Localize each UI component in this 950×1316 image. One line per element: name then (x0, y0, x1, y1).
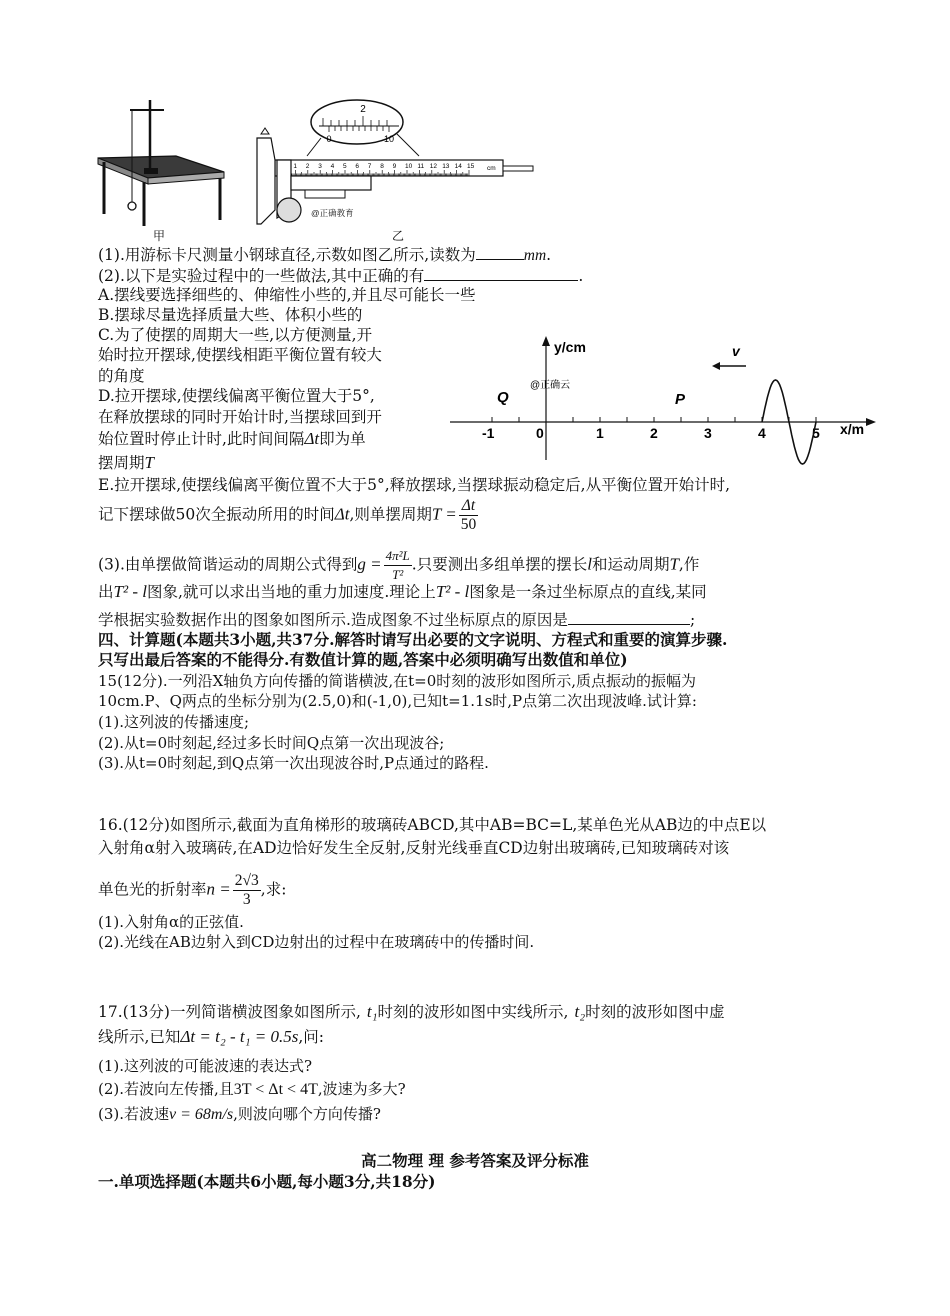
fraction-numerator: 2√3 (234, 872, 259, 889)
q17-text: ,则波向哪个方向传播? (233, 1105, 381, 1123)
caliper-scale-label: 15 (467, 163, 475, 170)
x-tick-label: -1 (482, 425, 495, 441)
fraction-denominator: 50 (460, 516, 477, 533)
delta-t: Δt (334, 504, 350, 524)
caliper-scale-label: 1 (293, 163, 298, 170)
q14-part2-text: (2).以下是实验过程中的一些做法,其中正确的有 (98, 267, 425, 285)
period-t: T (669, 554, 679, 574)
t2-l-graph: T² - l (113, 582, 147, 601)
magnifier-label: 2 (360, 104, 366, 115)
t2-l-graph: T² - l (435, 582, 470, 601)
option-d-text: 始位置时停止计时,此时间间隔 (98, 430, 305, 448)
option-c-line3: 的角度 (98, 367, 145, 385)
fraction-denominator: 3 (242, 891, 251, 908)
caliper-unit: cm (487, 165, 496, 172)
velocity-label: v (732, 343, 740, 359)
option-c-line2: 始时拉开摆球,使摆线相距平衡位置有较大 (98, 346, 382, 364)
option-e-line1: E.拉开摆球,使摆线偏离平衡位置不大于5°,释放摆球,当摆球振动稳定后,从平衡位置开始计时, (98, 476, 730, 494)
n-fraction (233, 872, 261, 909)
x-axis-label: x/m (840, 421, 865, 437)
q14-part3-text: (3).由单摆做简谐运动的周期公式得到 (98, 555, 358, 574)
caliper-scale-label: 2 (305, 163, 310, 170)
answers-section1: 一.单项选择题(本题共6小题,每小题3分,共18分) (98, 1172, 436, 1191)
q17-line1 (98, 1002, 725, 1022)
x-tick-label: 1 (596, 425, 604, 441)
q17-text: ,问: (298, 1028, 325, 1046)
q14-part3-text: 图象,就可以求出当地的重力加速度.理论上 (146, 583, 436, 601)
magnifier-label: 0 (326, 134, 332, 144)
period-condition: 3T < Δt < 4T (233, 1081, 318, 1098)
option-d-line4 (98, 453, 154, 473)
fraction-numerator: 4π²L (384, 547, 412, 566)
q14-part1-unit: mm (523, 247, 547, 264)
g-fraction (384, 547, 412, 584)
delta-t: Δt (304, 429, 320, 448)
answer-blank[interactable] (476, 244, 524, 260)
caliper-scale-label: 3 (318, 163, 322, 170)
caliper-scale-label: 10 (405, 163, 413, 170)
wave-figure (450, 336, 880, 466)
caliper-scale-label: 13 (442, 163, 450, 170)
q14-part1-end: . (546, 246, 552, 264)
answer-blank[interactable] (568, 609, 690, 625)
option-d-text: 即为单 (319, 430, 366, 448)
q15-sub3: (3).从t=0时刻起,到Q点第一次出现波谷时,P点通过的路程. (98, 754, 489, 772)
q17-text: 时刻的波形如图中虚 (585, 1003, 725, 1021)
q14-part3-text: 和运动周期 (591, 555, 670, 574)
q17-text: (2).若波向左传播,且 (98, 1080, 234, 1098)
q16-text: ,求: (260, 880, 287, 899)
q14-part2-end: . (578, 267, 584, 285)
q17-line2 (98, 1027, 324, 1047)
vernier-caliper-figure (247, 98, 547, 230)
q17-text: 17.(13分)一列简谐横波图象如图所示, (98, 1003, 361, 1021)
caliper-scale-label: 8 (380, 163, 384, 170)
figure-jia-label: 甲 (153, 229, 166, 243)
option-d-text: 摆周期 (98, 454, 145, 472)
figure-yi-label: 乙 (392, 229, 405, 243)
option-d-line3 (98, 429, 366, 449)
caliper-scale-label: 7 (367, 163, 372, 170)
caliper-scale-label: 11 (417, 163, 425, 170)
q17-text: ,波速为多大? (317, 1080, 406, 1098)
n-eq: n = (206, 879, 231, 899)
q17-text: (3).若波速 (98, 1105, 170, 1123)
option-b: B.摆球尽量选择质量大些、体积小些的 (98, 306, 363, 324)
q14-part3-line1 (98, 547, 699, 584)
q14-part3-text: 出 (98, 583, 114, 601)
section4-heading-1: 四、计算题(本题共3小题,共37分.解答时请写出必要的文字说明、方程式和重要的演算步骤. (98, 630, 728, 649)
x-tick-label: 2 (650, 425, 658, 441)
option-e-text: 记下摆球做50次全振动所用的时间 (98, 505, 335, 524)
q14-part3-end: ; (689, 611, 696, 629)
q15-line1: 15(12分).一列沿X轴负方向传播的简谐横波,在t=0时刻的波形如图所示,质点振动的振幅为 (98, 672, 697, 690)
period-eq: T = (431, 504, 457, 524)
option-d-line1: D.拉开摆球,使摆线偏离平衡位置大于5°, (98, 387, 375, 405)
q17-sub3 (98, 1104, 381, 1125)
q15-sub1: (1).这列波的传播速度; (98, 713, 250, 731)
q17-text: 线所示,已知 (98, 1028, 181, 1046)
caliper-scale-label: 5 (343, 163, 347, 170)
point-p-label: P (675, 391, 686, 408)
x-tick-label: 3 (704, 425, 712, 441)
q14-part1-text: (1).用游标卡尺测量小钢球直径,示数如图乙所示,读数为 (98, 246, 476, 264)
q14-part1 (98, 244, 551, 266)
caliper-scale-label: 4 (330, 163, 335, 170)
q16-line2: 入射角α射入玻璃砖,在AD边恰好发生全反射,反射光线垂直CD边射出玻璃砖,已知玻璃砖对该 (98, 839, 730, 857)
q15-line2: 10cm.P、Q两点的坐标分别为(2.5,0)和(-1,0),已知t=1.1s时,P点第二次出现波峰.试计算: (98, 692, 697, 710)
fraction-denominator: T² (392, 567, 404, 582)
q14-part3-text: .只要测出多组单摆的摆长 (411, 555, 588, 574)
period-fraction (459, 497, 479, 534)
figure-yi-watermark: @正确教育 (311, 208, 354, 218)
q14-part3-line2 (98, 582, 707, 602)
q14-part3-line3 (98, 609, 695, 630)
period-t: T (144, 453, 154, 472)
fraction-numerator: Δt (459, 497, 479, 516)
origin-label: 0 (536, 425, 544, 441)
caliper-scale-label: 14 (454, 163, 462, 170)
q16-sub1: (1).入射角α的正弦值. (98, 913, 244, 931)
g-eq: g = (357, 554, 382, 574)
q14-part2 (98, 265, 583, 286)
option-c-line1: C.为了使摆的周期大一些,以方便测量,开 (98, 326, 373, 344)
section4-heading-2: 只写出最后答案的不能得分.有数值计算的题,答案中必须明确写出数值和单位) (98, 650, 628, 669)
t2: t₂ (574, 1002, 586, 1021)
option-d-line2: 在释放摆球的同时开始计时,当摆球回到开 (98, 408, 382, 426)
caliper-scale-label: 6 (355, 163, 360, 170)
t1: t₁ (366, 1002, 378, 1021)
q14-part3-text: ,作 (678, 555, 700, 574)
q17-text: 时刻的波形如图中实线所示, (377, 1003, 569, 1021)
option-e-text: ,则单摆周期 (349, 505, 432, 524)
q17-sub2 (98, 1079, 406, 1100)
q15-sub2: (2).从t=0时刻起,经过多长时间Q点第一次出现波谷; (98, 734, 445, 752)
delta-t-eq: Δt = t₂ - t₁ = 0.5s (180, 1027, 299, 1046)
answer-blank[interactable] (424, 265, 578, 281)
x-tick-label: 4 (758, 425, 766, 441)
option-a: A.摆线要选择细些的、伸缩性小些的,并且尽可能长一些 (98, 286, 476, 304)
q16-text: 单色光的折射率 (98, 880, 207, 899)
magnifier-label: 10 (383, 134, 395, 144)
caliper-scale-label: 9 (392, 163, 397, 170)
q16-sub2: (2).光线在AB边射入到CD边射出的过程中在玻璃砖中的传播时间. (98, 933, 535, 951)
q16-line3 (98, 872, 286, 909)
q16-line1: 16.(12分)如图所示,截面为直角梯形的玻璃砖ABCD,其中AB=BC=L,某单色光从AB边的中点E以 (98, 816, 767, 834)
length-l: l (587, 554, 592, 574)
q14-part3-text: 学根据实验数据作出的图象如图所示.造成图象不过坐标原点的原因是 (98, 611, 568, 629)
y-axis-label: y/cm (554, 339, 586, 355)
option-e-line2 (98, 497, 478, 534)
pendulum-figure (96, 98, 232, 238)
q17-sub1: (1).这列波的可能波速的表达式? (98, 1057, 313, 1075)
q14-part3-text: 图象是一条过坐标原点的直线,某同 (469, 583, 707, 601)
x-tick-label: 5 (812, 425, 820, 441)
point-q-label: Q (497, 389, 509, 406)
caliper-scale-label: 12 (429, 163, 438, 170)
wave-watermark: @正确云 (530, 380, 571, 391)
wave-speed: v = 68m/s (169, 1106, 234, 1123)
answers-title: 高二物理 理 参考答案及评分标准 (361, 1151, 589, 1170)
